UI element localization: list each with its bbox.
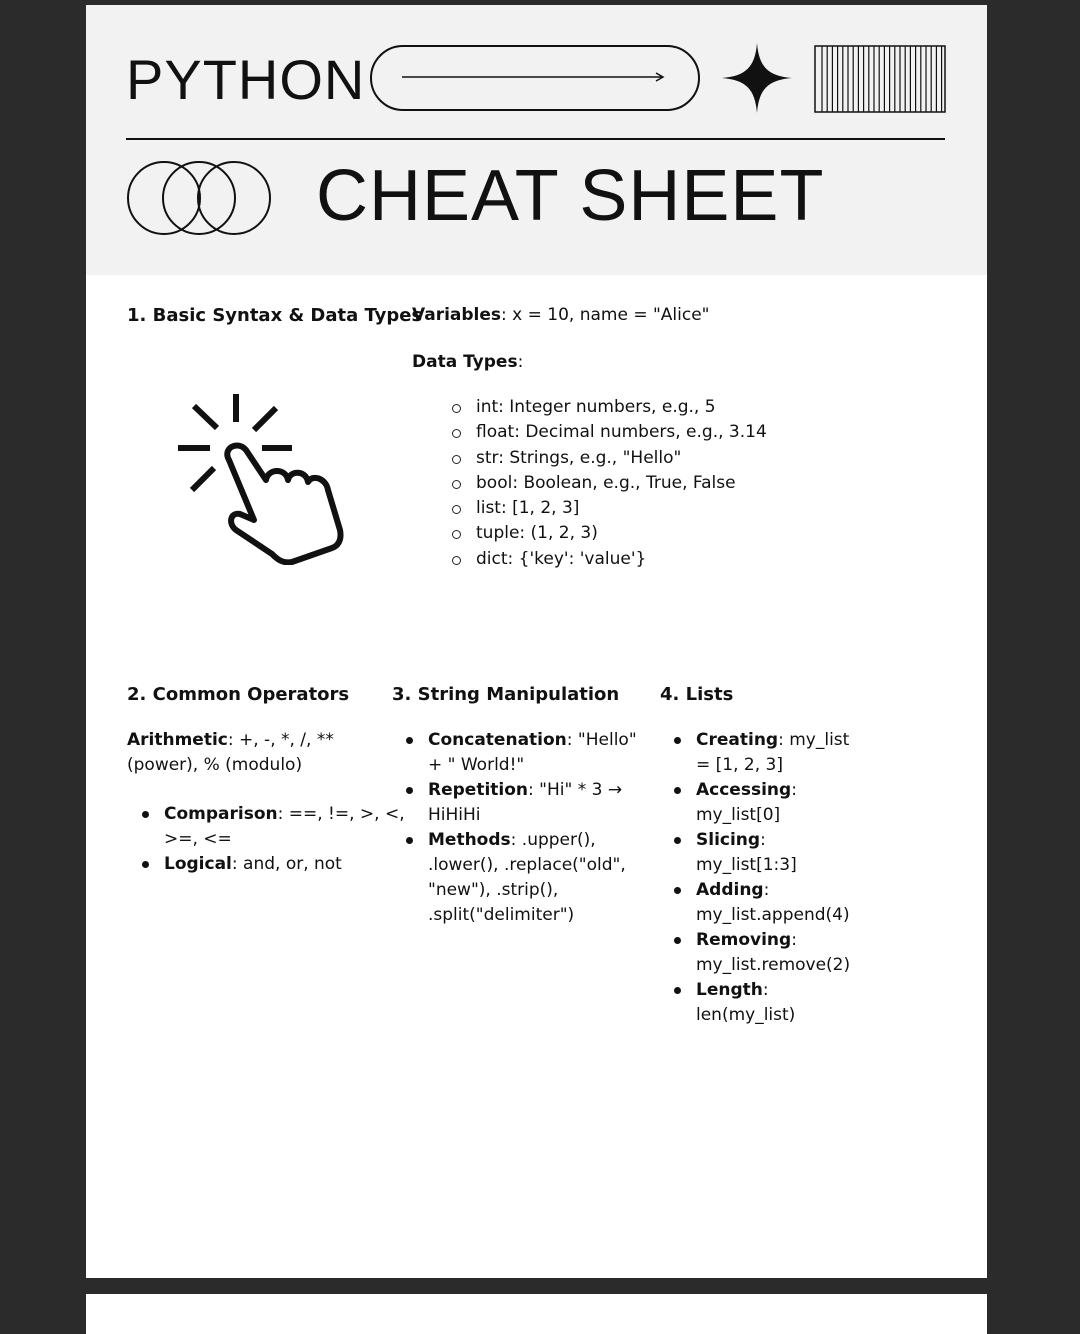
list-item: bool: Boolean, e.g., True, False bbox=[452, 471, 767, 496]
list-item: Removing: my_list.remove(2) bbox=[660, 928, 900, 978]
lists-list bbox=[660, 728, 900, 1028]
rings-icon bbox=[126, 160, 272, 236]
list-item: Methods: .upper(), .lower(), .replace("old", "new"), .strip(), .split("delimiter") bbox=[392, 828, 652, 928]
header-band bbox=[86, 5, 987, 275]
list-item: Comparison: ==, !=, >, <, >=, <= bbox=[128, 802, 377, 852]
list-item: int: Integer numbers, e.g., 5 bbox=[452, 395, 767, 420]
list-item: Adding: my_list.append(4) bbox=[660, 878, 900, 928]
operators-list bbox=[128, 802, 405, 877]
list-item: float: Decimal numbers, e.g., 3.14 bbox=[452, 420, 767, 445]
list-item: tuple: (1, 2, 3) bbox=[452, 521, 767, 546]
strings-list bbox=[392, 728, 652, 928]
section1-title: 1. Basic Syntax & Data Types bbox=[127, 305, 423, 326]
section4-title: 4. Lists bbox=[660, 684, 734, 705]
header-divider bbox=[126, 138, 945, 140]
arithmetic-line: Arithmetic: +, -, *, /, ** bbox=[127, 730, 334, 750]
lists-column bbox=[660, 728, 900, 1028]
sparkle-icon bbox=[722, 43, 792, 113]
stripes-icon bbox=[814, 45, 946, 113]
data-types-label: Data Types bbox=[412, 352, 518, 372]
data-types-heading: Data Types: bbox=[412, 352, 524, 372]
strings-column bbox=[392, 728, 652, 928]
list-item: list: [1, 2, 3] bbox=[452, 496, 767, 521]
arrow-pill-icon bbox=[370, 45, 700, 111]
arithmetic-label: Arithmetic bbox=[127, 730, 228, 750]
variables-value: : x = 10, name = "Alice" bbox=[501, 305, 710, 325]
list-item: Concatenation: "Hello" + " World!" bbox=[392, 728, 652, 778]
list-item: Slicing: my_list[1:3] bbox=[660, 828, 900, 878]
section2-title: 2. Common Operators bbox=[127, 684, 350, 705]
variables-line bbox=[412, 303, 710, 328]
next-page-edge bbox=[86, 1294, 987, 1334]
arrow-right-icon bbox=[400, 71, 670, 83]
title-cheat-sheet: CHEAT SHEET bbox=[316, 156, 825, 236]
section3-title: 3. String Manipulation bbox=[392, 684, 620, 705]
data-types-list bbox=[452, 395, 767, 572]
list-item: str: Strings, e.g., "Hello" bbox=[452, 446, 767, 471]
list-item: Length: len(my_list) bbox=[660, 978, 900, 1028]
list-item: Accessing: my_list[0] bbox=[660, 778, 900, 828]
list-item: Repetition: "Hi" * 3 → HiHiHi bbox=[392, 778, 652, 828]
cheat-sheet-page bbox=[86, 5, 987, 1278]
operators-column bbox=[127, 728, 405, 877]
list-item: dict: {'key': 'value'} bbox=[452, 547, 767, 572]
arithmetic-line2: (power), % (modulo) bbox=[127, 755, 303, 775]
title-python: PYTHON bbox=[126, 48, 366, 111]
hand-click-icon bbox=[174, 390, 354, 565]
list-item: Creating: my_list = [1, 2, 3] bbox=[660, 728, 900, 778]
list-item: Logical: and, or, not bbox=[128, 852, 377, 877]
variables-label: Variables bbox=[412, 305, 502, 325]
